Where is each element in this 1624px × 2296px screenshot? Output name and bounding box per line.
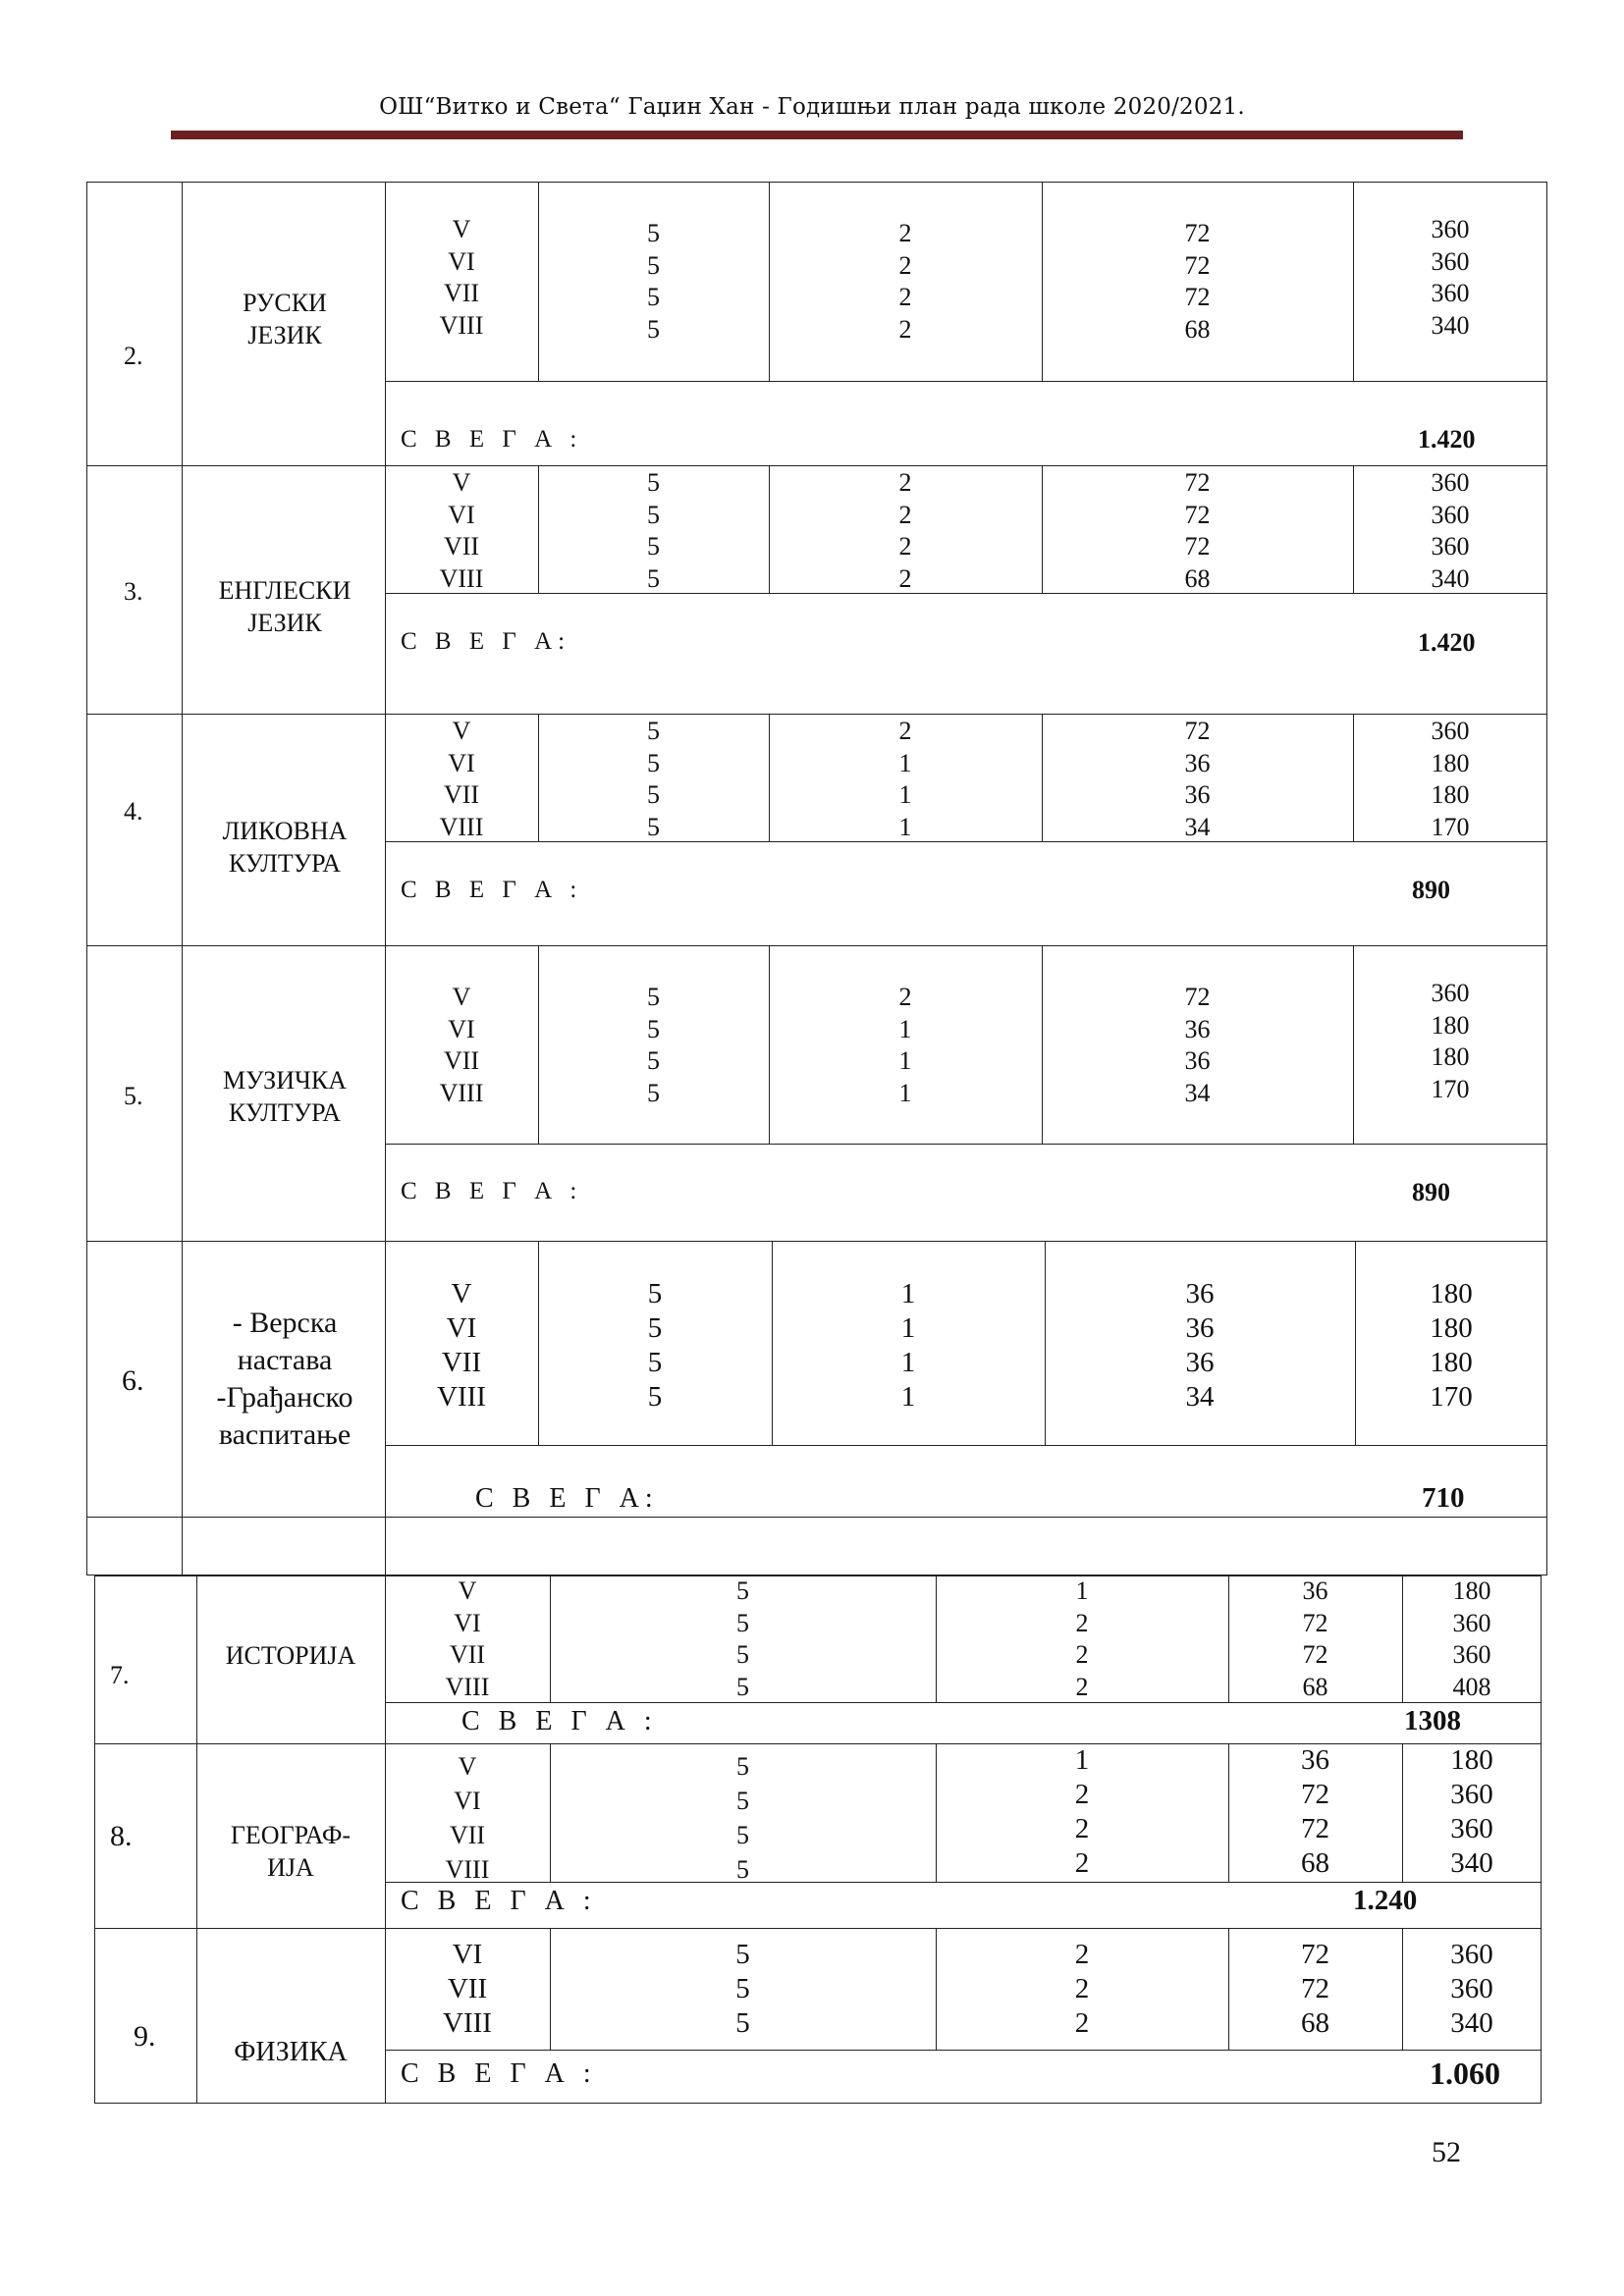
subject-name: РУСКИ ЈЕЗИК	[243, 289, 327, 349]
value-column: 2 2 2 2	[898, 219, 912, 344]
value-column: 5 5 5 5	[736, 1576, 749, 1701]
total-label: С В Е Г А :	[401, 426, 583, 453]
row-number: 9.	[134, 2020, 156, 2053]
value-column: 36 36 36 34	[1185, 1278, 1215, 1413]
value-column: 1 2 2 2	[1075, 1576, 1089, 1701]
value-column: 2 2 2 2	[898, 468, 912, 593]
total-label: С В Е Г А:	[475, 1483, 659, 1514]
value-column: 5 5 5 5	[647, 717, 660, 841]
total-value: 1.060	[1430, 2056, 1500, 2091]
value-column: 5 5 5 5	[647, 468, 660, 593]
value-column: 5 5 5 5	[647, 983, 660, 1107]
header-rule	[171, 131, 1463, 139]
value-column: 1 2 2 2	[1074, 1744, 1090, 1879]
value-column: 180 180 180 170	[1430, 1278, 1473, 1413]
total-label: С В Е Г А :	[401, 877, 583, 903]
grade-column: V VI VII VIII	[445, 1576, 490, 1701]
subject-name: ЛИКОВНА КУЛТУРА	[222, 817, 348, 878]
total-label: С В Е Г А :	[461, 1706, 658, 1736]
value-column: 2 2 2	[1074, 1939, 1090, 2039]
grade-column: V VI VII VIII	[437, 1278, 486, 1413]
subject-name: - Верска настава -Грађанско васпитање	[216, 1307, 353, 1451]
value-column: 5 5 5 5	[647, 1278, 663, 1413]
page-header: ОШ“Витко и Света“ Гаџин Хан - Годишњи план рада школе 2020/2021.	[379, 94, 1245, 120]
value-column: 360 360 340	[1450, 1939, 1493, 2039]
value-column: 5 5 5 5	[647, 219, 660, 344]
total-value: 1.420	[1418, 425, 1476, 454]
total-label: С В Е Г А :	[401, 1178, 583, 1204]
grade-column: V VI VII VIII	[439, 717, 484, 841]
value-column: 72 36 36 34	[1184, 983, 1211, 1107]
grade-column: V VI VII VIII	[445, 1752, 490, 1884]
total-value: 1.420	[1418, 628, 1476, 657]
value-column: 360 360 360 340	[1431, 215, 1470, 340]
total-value: 890	[1412, 1178, 1450, 1206]
subject-name: ЕНГЛЕСКИ ЈЕЗИК	[218, 576, 352, 637]
subject-name: ГЕОГРАФ- ИЈА	[230, 1821, 352, 1882]
value-column: 2 1 1 1	[898, 717, 912, 841]
total-label: С В Е Г А :	[401, 1886, 597, 1916]
total-label: С В Е Г А :	[401, 2058, 597, 2089]
row-number: 7.	[110, 1661, 130, 1689]
total-value: 1308	[1404, 1705, 1461, 1736]
value-column: 72 36 36 34	[1184, 717, 1211, 841]
grade-column: V VI VII VIII	[439, 983, 484, 1107]
grade-column: V VI VII VIII	[439, 468, 484, 593]
value-column: 180 360 360 408	[1452, 1576, 1491, 1701]
value-column: 72 72 72 68	[1184, 219, 1211, 344]
value-column: 36 72 72 68	[1302, 1576, 1328, 1701]
value-column: 360 180 180 170	[1431, 979, 1470, 1103]
total-value: 710	[1422, 1482, 1465, 1514]
row-number: 4.	[124, 797, 143, 826]
total-value: 1.240	[1353, 1885, 1418, 1916]
value-column: 360 360 360 340	[1431, 468, 1470, 593]
value-column: 5 5 5	[735, 1939, 750, 2039]
row-number: 6.	[122, 1364, 144, 1397]
subject-name: ИСТОРИЈА	[225, 1641, 356, 1670]
row-number: 5.	[124, 1082, 143, 1110]
value-column: 72 72 72 68	[1184, 468, 1211, 593]
row-number: 3.	[124, 577, 143, 606]
total-value: 890	[1412, 876, 1450, 904]
subject-name: МУЗИЧКА КУЛТУРА	[222, 1066, 347, 1127]
grade-column: V VI VII VIII	[439, 215, 484, 340]
value-column: 360 180 180 170	[1431, 717, 1470, 841]
value-column: 5 5 5 5	[736, 1752, 749, 1884]
grade-column: VI VII VIII	[443, 1939, 492, 2039]
total-label: С В Е Г А:	[401, 628, 571, 655]
subject-name: ФИЗИКА	[234, 2037, 348, 2067]
value-column: 2 1 1 1	[898, 983, 912, 1107]
value-column: 72 72 68	[1301, 1939, 1329, 2039]
value-column: 36 72 72 68	[1301, 1744, 1329, 1879]
value-column: 180 360 360 340	[1450, 1744, 1493, 1879]
value-column: 1 1 1 1	[900, 1278, 916, 1413]
row-number: 2.	[124, 342, 143, 370]
row-number: 8.	[110, 1820, 133, 1852]
page-number: 52	[1432, 2136, 1461, 2168]
